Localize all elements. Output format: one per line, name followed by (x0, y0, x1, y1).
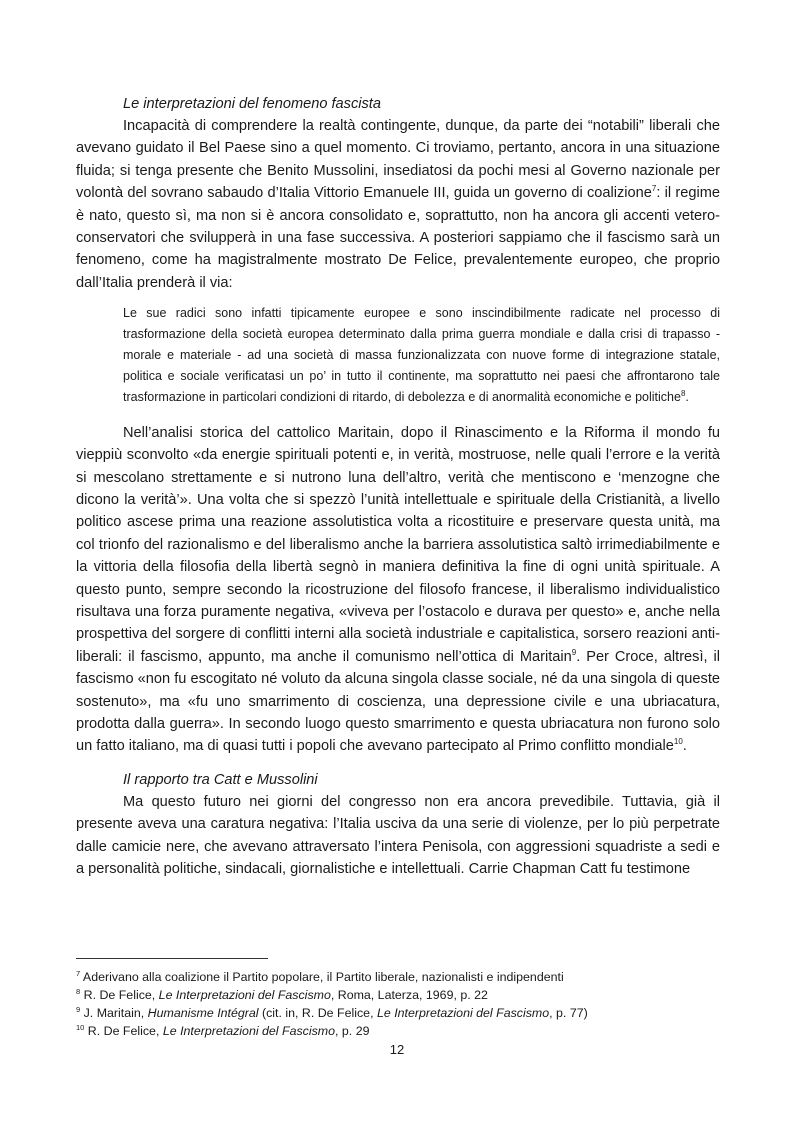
footnotes (76, 958, 720, 1040)
footnote-text: , Roma, Laterza, 1969, p. 22 (330, 988, 488, 1002)
footnote-10 (76, 1022, 720, 1040)
paragraph-text: Incapacità di comprendere la realtà contingente, dunque, da parte dei “notabili” liberali che avevano guidato il Bel Paese sino a quel momento. Ci troviamo, pertanto, ancora in una situazione fluida; si tenga presente che Benito Mussolini, insediatosi da pochi mesi al Governo nazionale per volontà del sovrano sabaudo d’Italia Vittorio Emanuele III, guida un governo di coalizione (76, 118, 720, 202)
footnote-text: J. Maritain, (80, 1006, 148, 1020)
footnote-separator (76, 958, 268, 959)
footnote-number: 8 (76, 986, 81, 996)
section-heading-interpretazioni: Le interpretazioni del fenomeno fascista (123, 96, 381, 112)
footnote-text: R. De Felice, (84, 1024, 163, 1038)
footnote-ref-8[interactable]: 8 (680, 388, 686, 398)
footnote-7 (76, 968, 720, 986)
footnote-text: , p. 77) (549, 1006, 588, 1020)
footnote-ref-10[interactable]: 10 (673, 737, 683, 747)
quote-text-end: . (685, 389, 689, 404)
page-body (76, 93, 720, 881)
section-heading-catt-mussolini: Il rapporto tra Catt e Mussolini (123, 771, 318, 788)
footnote-number: 10 (76, 1022, 85, 1032)
paragraph-text: Nell’analisi storica del cattolico Maritain, dopo il Rinascimento e la Riforma il mondo fu vieppiù sconvolto «da energie spirituali potenti e, in verità, mostruose, nelle quali l’errore e la verità si mescolano strettamente e si nutrono luna dell’altro, verità che mentiscono e ‘menzogne che dicono la verità’». Una volta che si spezzò l’unità intellettuale e spirituale della Cristianità, a livello politico ascese prima una reazione assolutistica volta a ricostituire e preservare questa unità, ma col trionfo del razionalismo e del liberalismo anche la barriera assolutistica saltò irrimediabilmente e la vittoria della filosofia della libertà segnò in maniera definitiva la fine di ogni unità spirituale. A questo punto, sempre secondo la ricostruzione del filosofo francese, il liberalismo individualistico risultava una forza puramente negativa, «viveva per l’ostacolo e durava per questo» e, anche nella prospettiva del sorgere di conflitti interni alla società industriale e capitalistica, sorsero reazioni anti-liberali: il fascismo, appunto, ma anche il comunismo nell’ottica di Maritain (76, 424, 720, 665)
footnote-text: Aderivano alla coalizione il Partito popolare, il Partito liberale, nazionalisti e indipendenti (80, 970, 564, 984)
paragraph-futuro: Ma questo futuro nei giorni del congresso non era ancora prevedibile. Tuttavia, già il presente aveva una caratura negativa: l’Italia usciva da una serie di violenze, per lo più perpetrate dalle camicie nere, che avevano attraversato l’intera Penisola, con aggressioni squadriste a sedi e a personalità politiche, sindacali, giornalistiche e intellettuali. Carrie Chapman Catt fu testimone (76, 793, 720, 878)
footnote-title: Le Interpretazioni del Fascismo (376, 1006, 550, 1020)
footnote-ref-7[interactable]: 7 (651, 184, 657, 194)
footnote-ref-9[interactable]: 9 (571, 647, 577, 657)
page-number: 12 (389, 1042, 405, 1057)
footnote-text: , p. 29 (335, 1024, 370, 1038)
footnote-8 (76, 986, 720, 1004)
paragraph-text-end: . (682, 738, 687, 755)
footnote-number: 9 (76, 1004, 81, 1014)
footnote-text: R. De Felice, (80, 988, 159, 1002)
footnote-number: 7 (76, 968, 81, 978)
footnote-text: (cit. in, R. De Felice, (258, 1006, 377, 1020)
footnote-title: Humanisme Intégral (147, 1006, 259, 1020)
paragraph-incapacita (76, 115, 720, 294)
paragraph-text: : il regime è nato, questo sì, ma non si è ancora consolidato e, soprattutto, non ha ancora gli accenti vetero-conservatori che svilupperà in una fase successiva. A posteriori sappiamo che il fascismo sarà un fenomeno, come ha magistralmente mostrato De Felice, prevalentemente europeo, che proprio dall’Italia prenderà il via: (76, 185, 720, 291)
block-quote-de-felice (123, 303, 720, 408)
footnote-9 (76, 1004, 720, 1022)
paragraph-text: . Per Croce, altresì, il fascismo «non fu escogitato né voluto da alcuna singola classe sociale, né da una singola di queste sostenuto», ma «fu uno smarrimento di coscienza, una depressione civile e una ubriacatura, prodotta dalla guerra». In secondo luogo questo smarrimento e questa ubriacatura non furono solo un fatto italiano, ma di quasi tutti i popoli che avevano partecipato al Primo conflitto mondiale (76, 648, 720, 755)
footnote-title: Le Interpretazioni del Fascismo (162, 1024, 336, 1038)
quote-text: Le sue radici sono infatti tipicamente europee e sono inscindibilmente radicate nel processo di trasformazione della società europea determinato dalla prima guerra mondiale e dalla crisi di trapasso - morale e materiale - ad una società di massa funzionalizzata con nuove forme di integrazione statale, politica e sociale verificatasi un po’ in tutto il continente, ma soprattutto nei paesi che affrontarono tale trasformazione in particolari condizioni di ritardo, di debolezza e di anormalità economiche e politiche (123, 306, 720, 404)
paragraph-maritain (76, 422, 720, 758)
footnote-title: Le Interpretazioni del Fascismo (158, 988, 331, 1002)
